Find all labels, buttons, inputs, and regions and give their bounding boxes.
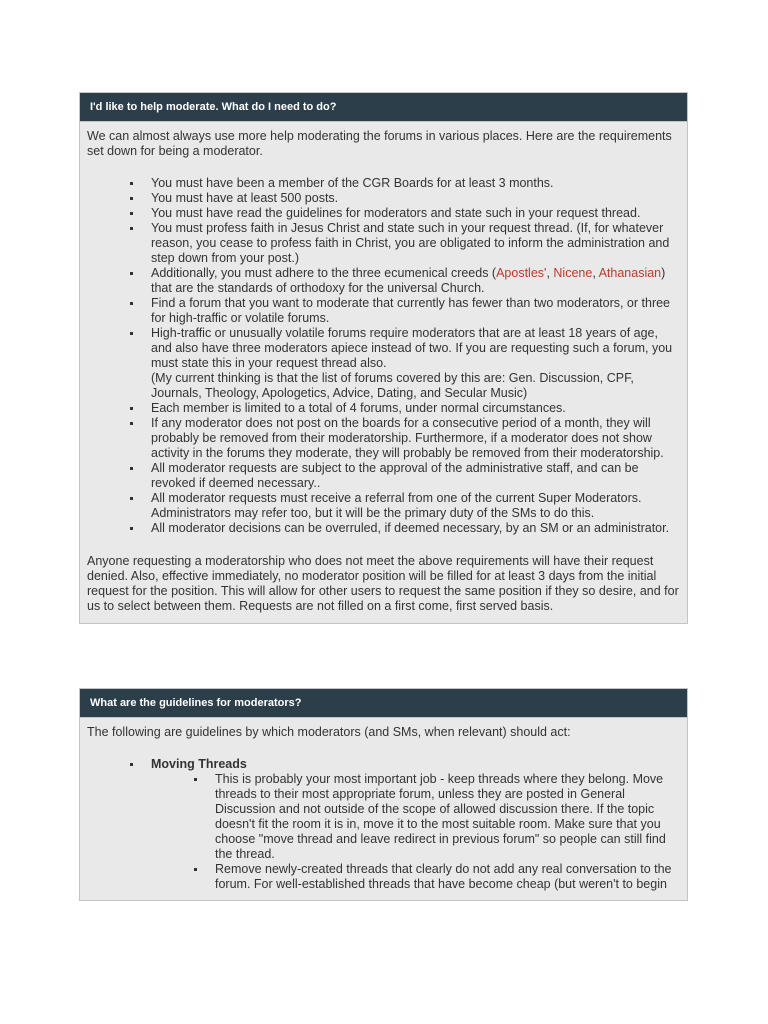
creeds-separator: , <box>592 266 599 280</box>
apostles-creed-link[interactable]: Apostles' <box>496 266 547 280</box>
panel-body <box>80 718 687 898</box>
guidelines-list <box>87 757 680 892</box>
guideline-point: This is probably your most important job - keep threads where they belong. Move threads to their most appropriate forum, unless they are posted in General Discussion and not outside of the scope of allowed discussion there. If the topic doesn't fit the room it is in, move it to the most suitable room. Make sure that you choose "move thread and leave redirect in previous forum" so people can still find the thread. <box>215 772 680 862</box>
requirement-item: You must have read the guidelines for moderators and state such in your request thread. <box>151 206 680 221</box>
requirement-item: All moderator requests are subject to the approval of the administrative staff, and can be revoked if deemed necessary.. <box>151 461 680 491</box>
requirement-item: You must have at least 500 posts. <box>151 191 680 206</box>
requirements-list <box>87 176 680 536</box>
requirement-text: High-traffic or unusually volatile forums require moderators that are at least 18 years of age, and also have three moderators apiece instead of two. If you are requesting such a forum, you must state this in your request thread also. <box>151 326 673 370</box>
panel-body <box>80 122 687 620</box>
athanasian-creed-link[interactable]: Athanasian <box>598 266 662 280</box>
moderate-help-panel <box>79 92 688 624</box>
requirement-item-creeds <box>151 266 680 296</box>
topic-title: Moving Threads <box>151 757 247 771</box>
nicene-creed-link[interactable]: Nicene <box>553 266 593 280</box>
moderator-guidelines-panel <box>79 688 688 901</box>
intro-text: The following are guidelines by which moderators (and SMs, when relevant) should act: <box>87 725 571 739</box>
panel-title: What are the guidelines for moderators? <box>80 689 687 718</box>
panel-title: I'd like to help moderate. What do I need to do? <box>80 93 687 122</box>
requirement-item: Find a forum that you want to moderate that currently has fewer than two moderators, or three for high-traffic or volatile forums. <box>151 296 680 326</box>
outro-text: Anyone requesting a moderatorship who does not meet the above requirements will have their request denied. Also, effective immediately, no moderator position will be filled for at least 3 days from the initial request for the position. This will allow for other users to request the same position if they so desire, and for us to select between them. Requests are not filled on a first come, first served basis. <box>87 554 679 613</box>
requirement-item: All moderator requests must receive a referral from one of the current Super Moderators. Administrators may refer too, but it will be the primary duty of the SMs to do this. <box>151 491 680 521</box>
creeds-text-after: ) that are the standards of orthodoxy for the universal Church. <box>151 266 666 295</box>
requirement-item: Each member is limited to a total of 4 forums, under normal circumstances. <box>151 401 680 416</box>
creeds-text-before: Additionally, you must adhere to the three ecumenical creeds ( <box>151 266 497 280</box>
requirement-note: (My current thinking is that the list of forums covered by this are: Gen. Discussion, CPF, Journals, Theology, Apologetics, Advice, Dating, and Secular Music) <box>151 371 634 400</box>
guideline-point: Remove newly-created threads that clearly do not add any real conversation to the forum. For well-established threads that have become cheap (but weren't to begin <box>215 862 680 892</box>
creeds-separator: , <box>546 266 554 280</box>
requirement-item: All moderator decisions can be overruled, if deemed necessary, by an SM or an administrator. <box>151 521 680 536</box>
intro-text: We can almost always use more help moderating the forums in various places. Here are the requirements set down for being a moderator. <box>87 129 672 158</box>
requirement-item: If any moderator does not post on the boards for a consecutive period of a month, they will probably be removed from their moderatorship. Furthermore, if a moderator does not show activity in the forums they moderate, they will probably be removed from their moderatorship. <box>151 416 680 461</box>
requirement-item: You must have been a member of the CGR Boards for at least 3 months. <box>151 176 680 191</box>
guideline-topic <box>151 757 680 892</box>
topic-points <box>151 772 680 892</box>
requirement-item <box>151 326 680 401</box>
requirement-item: You must profess faith in Jesus Christ and state such in your request thread. (If, for whatever reason, you cease to profess faith in Christ, you are obligated to inform the administration and step down from your post.) <box>151 221 680 266</box>
